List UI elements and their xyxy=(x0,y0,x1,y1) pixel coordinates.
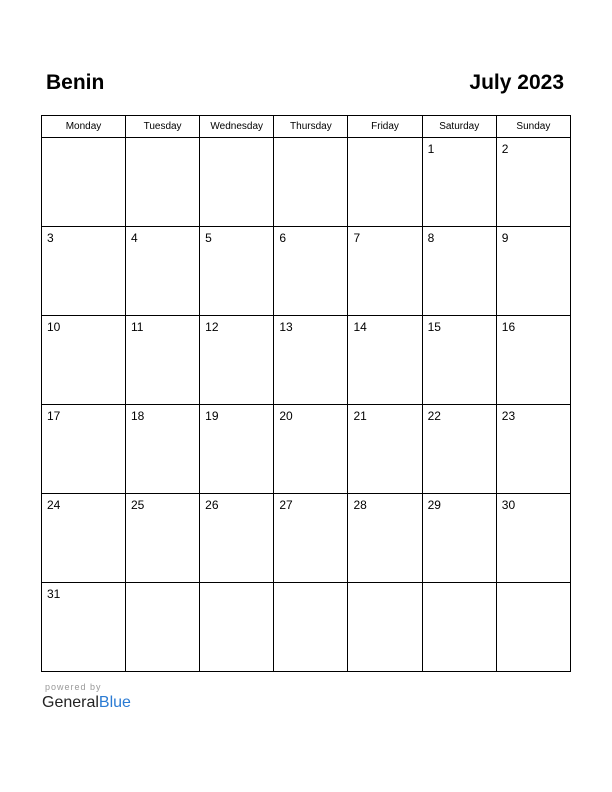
month-year-title: July 2023 xyxy=(469,71,564,94)
day-number: 6 xyxy=(279,231,286,245)
day-number xyxy=(200,138,273,142)
day-number: 9 xyxy=(501,231,509,245)
day-cell xyxy=(200,316,274,405)
day-cell xyxy=(200,138,274,227)
day-cell xyxy=(422,583,496,672)
day-number xyxy=(497,583,570,587)
country-title: Benin xyxy=(46,71,105,94)
day-number: 12 xyxy=(205,320,219,334)
day-cell xyxy=(496,138,570,227)
day-number xyxy=(126,138,199,142)
day-cell xyxy=(274,583,348,672)
day-cell xyxy=(126,405,200,494)
brand-name-blue: Blue xyxy=(98,694,131,711)
day-number: 23 xyxy=(501,409,516,423)
weekday-header: Monday xyxy=(42,116,126,138)
day-cell xyxy=(42,405,126,494)
week-row xyxy=(42,583,571,672)
day-cell xyxy=(422,227,496,316)
day-number: 16 xyxy=(501,320,516,334)
day-cell xyxy=(42,138,126,227)
day-number: 24 xyxy=(47,498,61,512)
day-cell xyxy=(274,316,348,405)
day-number: 26 xyxy=(205,498,219,512)
day-cell xyxy=(200,405,274,494)
day-number xyxy=(42,138,125,142)
day-cell xyxy=(200,583,274,672)
day-number: 18 xyxy=(131,409,145,423)
day-number xyxy=(126,583,199,587)
day-cell xyxy=(422,316,496,405)
day-cell xyxy=(200,227,274,316)
day-cell xyxy=(348,405,422,494)
day-cell xyxy=(496,227,570,316)
day-number: 25 xyxy=(131,498,145,512)
day-number xyxy=(200,583,273,587)
day-number xyxy=(274,138,347,142)
day-number: 5 xyxy=(205,231,212,245)
day-cell xyxy=(422,138,496,227)
weekday-header: Sunday xyxy=(496,116,570,138)
day-number: 15 xyxy=(427,320,441,334)
day-cell xyxy=(126,583,200,672)
weekday-header: Friday xyxy=(348,116,422,138)
day-cell xyxy=(348,138,422,227)
day-cell xyxy=(42,316,126,405)
brand-name-general: General xyxy=(42,694,99,711)
day-number: 2 xyxy=(501,142,509,156)
week-row xyxy=(42,138,571,227)
day-cell xyxy=(42,494,126,583)
day-number: 7 xyxy=(353,231,361,245)
day-number: 29 xyxy=(427,498,441,512)
day-number: 11 xyxy=(131,320,144,334)
day-number: 21 xyxy=(353,409,367,423)
weekday-header: Wednesday xyxy=(200,116,274,138)
day-number: 22 xyxy=(427,409,441,423)
day-number xyxy=(348,138,421,142)
day-number: 4 xyxy=(131,231,138,245)
day-cell xyxy=(348,583,422,672)
day-cell xyxy=(422,405,496,494)
day-cell xyxy=(42,227,126,316)
day-cell xyxy=(126,227,200,316)
weekday-header: Thursday xyxy=(274,116,348,138)
day-number: 20 xyxy=(279,409,293,423)
weekday-header: Saturday xyxy=(422,116,496,138)
day-cell xyxy=(496,316,570,405)
day-cell xyxy=(42,583,126,672)
day-number: 19 xyxy=(205,409,219,423)
day-number xyxy=(423,583,496,587)
weekday-header-row xyxy=(42,116,571,138)
day-cell xyxy=(274,138,348,227)
day-cell xyxy=(126,138,200,227)
week-row xyxy=(42,405,571,494)
day-cell xyxy=(348,316,422,405)
brand-logo[interactable] xyxy=(42,694,131,712)
day-cell xyxy=(126,316,200,405)
powered-by-label: powered by xyxy=(45,682,102,692)
day-cell xyxy=(274,494,348,583)
day-number: 10 xyxy=(47,320,61,334)
day-cell xyxy=(496,494,570,583)
day-number xyxy=(274,583,347,587)
day-number: 28 xyxy=(353,498,367,512)
day-cell xyxy=(422,494,496,583)
day-cell xyxy=(274,227,348,316)
day-number: 17 xyxy=(47,409,61,423)
day-cell xyxy=(496,583,570,672)
day-cell xyxy=(200,494,274,583)
day-number: 13 xyxy=(279,320,293,334)
day-number: 8 xyxy=(427,231,435,245)
day-cell xyxy=(126,494,200,583)
day-number: 14 xyxy=(353,320,367,334)
weekday-header: Tuesday xyxy=(126,116,200,138)
day-cell xyxy=(348,227,422,316)
day-number: 31 xyxy=(47,587,61,601)
day-number: 1 xyxy=(427,142,435,156)
day-number: 30 xyxy=(501,498,516,512)
week-row xyxy=(42,494,571,583)
day-cell xyxy=(274,405,348,494)
calendar-grid xyxy=(41,115,571,672)
week-row xyxy=(42,227,571,316)
week-row xyxy=(42,316,571,405)
day-cell xyxy=(348,494,422,583)
day-number xyxy=(348,583,421,587)
day-number: 27 xyxy=(279,498,293,512)
day-cell xyxy=(496,405,570,494)
day-number: 3 xyxy=(47,231,54,245)
